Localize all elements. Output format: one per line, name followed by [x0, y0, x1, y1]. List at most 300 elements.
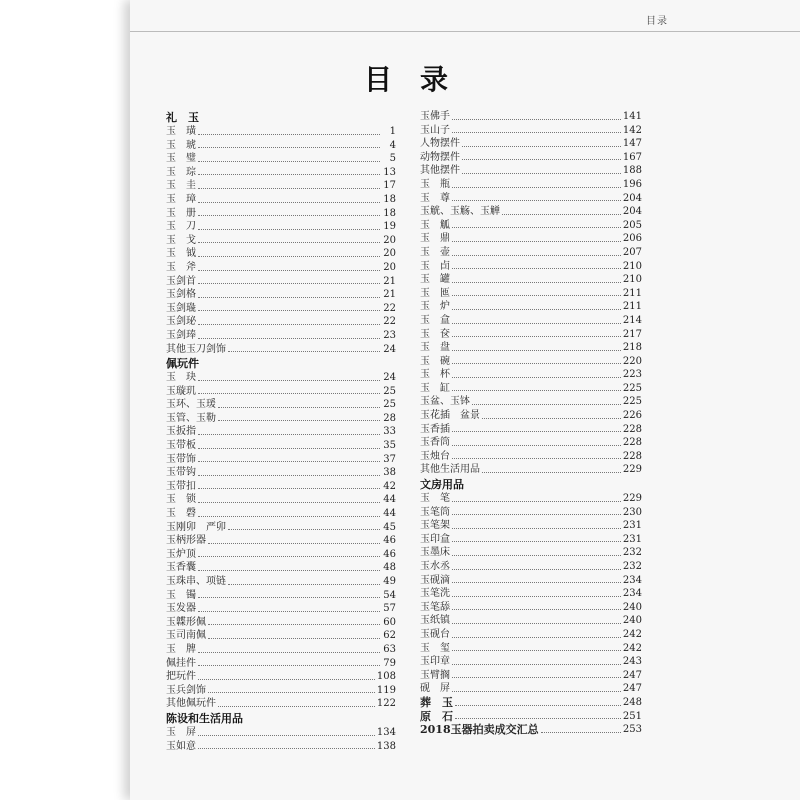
dot-leader — [452, 623, 621, 624]
dot-leader — [452, 282, 621, 283]
toc-entry[interactable] — [420, 546, 642, 560]
toc-entry-page: 44 — [383, 494, 396, 506]
toc-entry-title: 玉韘形佩 — [166, 616, 206, 628]
dot-leader — [198, 434, 380, 435]
toc-entry-title: 玉笔舔 — [420, 601, 450, 613]
toc-entry-page: 22 — [383, 316, 396, 328]
toc-entry-title: 玉珠串、项链 — [166, 576, 226, 587]
toc-entry[interactable] — [166, 521, 396, 535]
toc-entry-page: 23 — [383, 329, 396, 341]
toc-entry-title: 玉砚滴 — [420, 574, 450, 586]
dot-leader — [198, 283, 380, 284]
toc-entry[interactable] — [420, 151, 642, 165]
toc-section-heading: 文房用品 — [420, 478, 464, 492]
toc-entry-title: 玉 璧 — [166, 153, 196, 165]
dot-leader — [198, 297, 380, 298]
dot-leader — [198, 461, 380, 462]
toc-entry-page: 247 — [622, 683, 642, 695]
toc-entry[interactable] — [420, 382, 642, 396]
toc-entry-title: 玉 牌 — [166, 643, 196, 655]
toc-entry-page: 225 — [622, 382, 642, 394]
toc-entry-page: 230 — [622, 506, 642, 518]
toc-entry-page: 211 — [622, 287, 642, 299]
dot-leader — [218, 407, 380, 408]
toc-entry-page: 218 — [622, 342, 642, 354]
dot-leader — [198, 147, 380, 148]
toc-entry-title: 其他佩玩件 — [166, 698, 216, 710]
toc-entry-page: 228 — [622, 437, 642, 449]
dot-leader — [452, 596, 621, 597]
dot-leader — [452, 363, 621, 364]
toc-entry-page: 228 — [622, 450, 642, 462]
toc-entry-title: 玉剑格 — [166, 289, 196, 301]
toc-entry-title: 玉 觚 — [420, 219, 450, 231]
toc-entry[interactable] — [166, 616, 396, 630]
toc-entry[interactable] — [166, 425, 396, 439]
toc-entry[interactable] — [166, 385, 396, 399]
dot-leader — [452, 528, 621, 529]
toc-entry-title: 玉觥、玉觞、玉觯 — [420, 206, 500, 218]
toc-entry[interactable] — [166, 398, 396, 412]
dot-leader — [218, 706, 375, 707]
toc-entry-page: 46 — [383, 535, 396, 547]
toc-entry-title: 玉环、玉瑗 — [166, 399, 216, 411]
toc-entry-title: 玉带钩 — [166, 467, 196, 479]
toc-entry[interactable] — [166, 534, 396, 548]
toc-entry[interactable] — [420, 614, 642, 628]
dot-leader — [482, 472, 621, 473]
toc-entry[interactable] — [166, 629, 396, 643]
toc-entry[interactable] — [166, 371, 396, 385]
toc-entry-page: 204 — [622, 192, 642, 204]
toc-entry[interactable] — [420, 587, 642, 601]
toc-entry-title: 玉砚台 — [420, 628, 450, 640]
dot-leader — [482, 418, 621, 419]
dot-leader — [198, 161, 380, 162]
toc-entry-page: 21 — [383, 289, 396, 301]
toc-entry[interactable] — [166, 315, 396, 329]
toc-entry[interactable] — [420, 314, 642, 328]
toc-entry-page: 225 — [622, 396, 642, 408]
toc-entry[interactable] — [166, 548, 396, 562]
toc-entry-title: 其他玉刀剑饰 — [166, 343, 226, 355]
dot-leader — [452, 323, 621, 324]
toc-entry-title: 玉臂搁 — [420, 669, 450, 681]
toc-entry-title: 玉 卣 — [420, 260, 450, 272]
toc-entry-title: 2018玉器拍卖成交汇总 — [420, 723, 539, 737]
header-rule — [130, 31, 800, 32]
toc-entry-title: 玉 镯 — [166, 589, 196, 601]
toc-entry-page: 37 — [383, 453, 396, 465]
dot-leader — [198, 256, 380, 257]
toc-entry[interactable] — [420, 205, 642, 219]
toc-section-heading: 陈设和生活用品 — [166, 711, 243, 725]
toc-entry-title: 玉 琥 — [166, 139, 196, 151]
toc-entry-page: 188 — [622, 165, 642, 177]
toc-entry-title: 玉 册 — [166, 207, 196, 219]
toc-entry-title: 玉 玦 — [166, 372, 196, 384]
toc-entry-title: 玉 玺 — [420, 642, 450, 654]
toc-entry-title: 玉剑珌 — [166, 316, 196, 328]
toc-entry[interactable] — [166, 740, 396, 754]
toc-entry-title: 玉 缸 — [420, 382, 450, 394]
toc-entry-title: 其他摆件 — [420, 165, 460, 177]
dot-leader — [198, 393, 380, 394]
dot-leader — [452, 445, 621, 446]
toc-entry-page: 217 — [622, 328, 642, 340]
toc-entry-title: 玉香囊 — [166, 562, 196, 574]
toc-entry-title: 玉璇玑 — [166, 385, 196, 397]
toc-entry-title: 玉香插 — [420, 423, 450, 435]
toc-entry[interactable] — [166, 412, 396, 426]
toc-entry[interactable] — [420, 628, 642, 642]
dot-leader — [198, 556, 380, 557]
toc-entry[interactable] — [420, 533, 642, 547]
toc-entry-page: 60 — [383, 616, 396, 628]
toc-entry[interactable] — [166, 288, 396, 302]
toc-entry-page: 240 — [622, 615, 642, 627]
toc-entry[interactable] — [420, 519, 642, 533]
toc-entry-title: 玉 匜 — [420, 287, 450, 299]
toc-entry-title: 玉 碗 — [420, 355, 450, 367]
toc-entry-page: 54 — [383, 589, 396, 601]
dot-leader — [452, 514, 621, 515]
toc-entry-title: 玉 屏 — [166, 726, 196, 738]
toc-entry[interactable] — [420, 723, 642, 737]
dot-leader — [452, 227, 621, 228]
toc-section-heading: 佩玩件 — [166, 357, 199, 371]
toc-entry-title: 佩挂件 — [166, 657, 196, 669]
toc-entry-page: 20 — [383, 261, 396, 273]
toc-entry-page: 141 — [622, 111, 642, 122]
dot-leader — [452, 555, 621, 556]
toc-entry[interactable] — [166, 220, 396, 234]
dot-leader — [452, 664, 621, 665]
toc-entry-title: 玉带板 — [166, 440, 196, 452]
dot-leader — [198, 134, 380, 135]
toc-entry[interactable] — [420, 368, 642, 382]
toc-entry[interactable] — [166, 152, 396, 166]
toc-entry-page: 228 — [622, 423, 642, 435]
toc-section-heading: 礼 玉 — [166, 111, 199, 124]
toc-entry[interactable] — [420, 601, 642, 615]
toc-entry-title: 玉 戈 — [166, 234, 196, 246]
toc-entry-title: 玉纸镇 — [420, 615, 450, 627]
toc-entry[interactable] — [166, 643, 396, 657]
toc-entry-title: 玉 钺 — [166, 248, 196, 260]
toc-entry[interactable] — [166, 302, 396, 316]
toc-entry-title: 玉花插 盆景 — [420, 410, 480, 422]
toc-entry-title: 玉印盒 — [420, 533, 450, 545]
toc-entry-title: 玉如意 — [166, 740, 196, 752]
toc-entry[interactable] — [166, 589, 396, 603]
toc-entry-title: 其他生活用品 — [420, 464, 480, 476]
toc-entry[interactable] — [166, 275, 396, 289]
dot-leader — [198, 597, 380, 598]
toc-entry-title: 玉带饰 — [166, 453, 196, 465]
dot-leader — [452, 119, 621, 120]
toc-entry[interactable] — [420, 232, 642, 246]
toc-entry-page: 229 — [622, 464, 642, 476]
toc-entry[interactable] — [420, 436, 642, 450]
toc-entry[interactable] — [166, 657, 396, 671]
toc-entry[interactable] — [166, 561, 396, 575]
dot-leader — [452, 501, 621, 502]
toc-entry[interactable] — [420, 450, 642, 464]
toc-entry-title: 玉 锁 — [166, 494, 196, 506]
toc-entry[interactable] — [420, 137, 642, 151]
dot-leader — [198, 679, 375, 680]
toc-entry[interactable] — [166, 193, 396, 207]
dot-leader — [198, 229, 380, 230]
toc-entry-page: 38 — [383, 467, 396, 479]
dot-leader — [452, 241, 621, 242]
running-head: 目录 — [646, 16, 668, 27]
toc-entry-title: 玉 尊 — [420, 192, 450, 204]
toc-entry-page: 21 — [383, 275, 396, 287]
toc-entry-title: 玉 罐 — [420, 274, 450, 286]
toc-entry-page: 62 — [383, 630, 396, 642]
toc-entry-page: 211 — [622, 301, 642, 313]
toc-entry-title: 玉刚卯 严卯 — [166, 521, 226, 533]
toc-column-left — [166, 110, 396, 753]
toc-entry-page: 231 — [622, 520, 642, 532]
toc-entry[interactable] — [420, 192, 642, 206]
toc-entry-page: 24 — [383, 343, 396, 355]
toc-entry[interactable] — [420, 164, 642, 178]
toc-entry[interactable] — [166, 166, 396, 180]
toc-entry-title: 玉印章 — [420, 656, 450, 668]
dot-leader — [452, 268, 621, 269]
dot-leader — [198, 502, 380, 503]
dot-leader — [452, 350, 621, 351]
toc-entry-page: 231 — [622, 533, 642, 545]
dot-leader — [452, 637, 621, 638]
toc-entry[interactable] — [420, 574, 642, 588]
toc-entry[interactable] — [166, 439, 396, 453]
dot-leader — [452, 609, 621, 610]
toc-entry-page: 204 — [622, 206, 642, 218]
toc-entry-title: 玉带扣 — [166, 480, 196, 492]
toc-entry-page: 138 — [376, 740, 396, 752]
toc-entry-title: 玉剑璏 — [166, 302, 196, 314]
toc-entry-page: 207 — [622, 246, 642, 258]
toc-entry[interactable] — [166, 329, 396, 343]
dot-leader — [452, 691, 621, 692]
toc-entry[interactable] — [420, 423, 642, 437]
toc-entry[interactable] — [420, 682, 642, 696]
toc-entry-title: 把玩件 — [166, 671, 196, 683]
toc-entry[interactable] — [166, 480, 396, 494]
toc-entry[interactable] — [420, 328, 642, 342]
toc-entry-page: 232 — [622, 561, 642, 572]
toc-entry-page: 243 — [622, 656, 642, 668]
dot-leader — [198, 488, 380, 489]
toc-entry[interactable] — [166, 697, 396, 711]
toc-entry[interactable] — [420, 219, 642, 233]
toc-entry-title: 原 石 — [420, 709, 453, 723]
toc-entry-page: 33 — [383, 426, 396, 438]
toc-entry-page: 13 — [383, 166, 396, 178]
toc-entry[interactable] — [166, 207, 396, 221]
toc-entry[interactable] — [420, 110, 642, 124]
toc-entry-page: 122 — [376, 698, 396, 710]
toc-entry-title: 玉 璜 — [166, 126, 196, 137]
toc-entry[interactable] — [420, 560, 642, 574]
dot-leader — [452, 377, 621, 378]
dot-leader — [198, 735, 375, 736]
toc-entry-title: 玉佛手 — [420, 111, 450, 122]
toc-entry-page: 196 — [622, 178, 642, 190]
toc-entry[interactable] — [420, 492, 642, 506]
toc-entry[interactable] — [420, 124, 642, 138]
toc-entry-page: 234 — [622, 588, 642, 600]
toc-entry-title: 玉 刀 — [166, 221, 196, 233]
toc-entry-page: 4 — [389, 139, 396, 151]
toc-entry[interactable] — [420, 642, 642, 656]
dot-leader — [218, 420, 380, 421]
toc-entry[interactable] — [420, 710, 642, 724]
toc-entry-page: 18 — [383, 207, 396, 219]
toc-entry-page: 20 — [383, 248, 396, 260]
toc-entry[interactable] — [166, 602, 396, 616]
dot-leader — [198, 242, 380, 243]
dot-leader — [452, 200, 621, 201]
dot-leader — [198, 380, 380, 381]
toc-entry[interactable] — [166, 247, 396, 261]
toc-entry[interactable] — [166, 179, 396, 193]
toc-entry-page: 48 — [383, 562, 396, 574]
toc-entry-page: 18 — [383, 193, 396, 205]
toc-entry-title: 玉笔洗 — [420, 588, 450, 600]
dot-leader — [198, 324, 380, 325]
toc-entry-page: 108 — [376, 671, 396, 683]
toc-entry[interactable] — [166, 466, 396, 480]
toc-entry[interactable] — [420, 355, 642, 369]
dot-leader — [208, 692, 375, 693]
dot-leader — [198, 475, 380, 476]
toc-entry[interactable] — [166, 493, 396, 507]
toc-entry[interactable] — [420, 669, 642, 683]
dot-leader — [541, 732, 621, 733]
toc-entry[interactable] — [420, 395, 642, 409]
toc-entry[interactable] — [166, 684, 396, 698]
toc-entry-title: 玉兵剑饰 — [166, 684, 206, 696]
toc-entry[interactable] — [166, 139, 396, 153]
toc-entry-page: 49 — [383, 576, 396, 587]
dot-leader — [452, 336, 621, 337]
toc-entry-page: 242 — [622, 628, 642, 640]
toc-entry[interactable] — [166, 234, 396, 248]
toc-entry-page: 206 — [622, 233, 642, 245]
toc-entry-title: 玉 杯 — [420, 369, 450, 381]
dot-leader — [452, 677, 621, 678]
toc-entry-page: 63 — [383, 643, 396, 655]
toc-entry-page: 210 — [622, 260, 642, 272]
dot-leader — [452, 582, 621, 583]
toc-entry-page: 28 — [383, 412, 396, 424]
toc-entry[interactable] — [420, 260, 642, 274]
toc-entry[interactable] — [166, 343, 396, 357]
toc-entry[interactable] — [166, 125, 396, 139]
dot-leader — [198, 665, 380, 666]
dot-leader — [198, 215, 380, 216]
dot-leader — [198, 748, 375, 749]
toc-entry-title: 葬 玉 — [420, 695, 453, 709]
toc-entry-page: 19 — [383, 221, 396, 233]
dot-leader — [452, 187, 621, 188]
dot-leader — [228, 529, 380, 530]
toc-entry-page: 5 — [389, 153, 396, 165]
toc-entry[interactable] — [420, 287, 642, 301]
toc-entry[interactable] — [420, 696, 642, 710]
toc-entry-title: 玉管、玉勒 — [166, 412, 216, 424]
toc-entry-page: 234 — [622, 574, 642, 586]
dot-leader — [452, 295, 621, 296]
dot-leader — [462, 146, 621, 147]
toc-entry-title: 玉扳指 — [166, 426, 196, 438]
toc-entry[interactable] — [166, 453, 396, 467]
toc-entry[interactable] — [166, 726, 396, 740]
toc-entry-title: 玉墨床 — [420, 547, 450, 559]
toc-entry[interactable] — [420, 300, 642, 314]
toc-entry-title: 玉 磬 — [166, 508, 196, 520]
dot-leader — [208, 624, 380, 625]
toc-entry[interactable] — [420, 463, 642, 477]
toc-entry-title: 玉炉顶 — [166, 548, 196, 560]
toc-entry[interactable] — [166, 670, 396, 684]
toc-entry[interactable] — [420, 409, 642, 423]
toc-entry-page: 25 — [383, 399, 396, 411]
toc-entry-title: 玉山子 — [420, 124, 450, 136]
toc-entry[interactable] — [420, 178, 642, 192]
toc-entry-title: 玉 圭 — [166, 180, 196, 192]
toc-entry-page: 226 — [622, 410, 642, 422]
toc-entry[interactable] — [420, 273, 642, 287]
dot-leader — [198, 174, 380, 175]
toc-entry[interactable] — [420, 655, 642, 669]
toc-entry-page: 42 — [383, 480, 396, 492]
toc-entry[interactable] — [420, 506, 642, 520]
toc-entry-page: 220 — [622, 355, 642, 367]
toc-entry[interactable] — [420, 246, 642, 260]
dot-leader — [462, 173, 621, 174]
toc-entry[interactable] — [166, 575, 396, 589]
dot-leader — [452, 541, 621, 542]
dot-leader — [228, 351, 380, 352]
toc-entry-page: 134 — [376, 726, 396, 738]
dot-leader — [228, 584, 380, 585]
toc-entry-title: 玉水丞 — [420, 561, 450, 572]
toc-entry-title: 玉 琮 — [166, 166, 196, 178]
dot-leader — [198, 202, 380, 203]
toc-entry-title: 玉烛台 — [420, 450, 450, 462]
toc-entry-page: 79 — [383, 657, 396, 669]
toc-entry[interactable] — [166, 261, 396, 275]
toc-entry-page: 229 — [622, 493, 642, 505]
toc-entry[interactable] — [166, 507, 396, 521]
toc-entry[interactable] — [420, 341, 642, 355]
toc-entry-title: 玉剑琫 — [166, 329, 196, 341]
toc-entry-title: 玉 斧 — [166, 261, 196, 273]
toc-entry-title: 玉 瓶 — [420, 178, 450, 190]
dot-leader — [452, 255, 621, 256]
dot-leader — [198, 516, 380, 517]
dot-leader — [452, 309, 621, 310]
toc-entry-page: 248 — [622, 696, 642, 708]
dot-leader — [198, 270, 380, 271]
dot-leader — [198, 652, 380, 653]
